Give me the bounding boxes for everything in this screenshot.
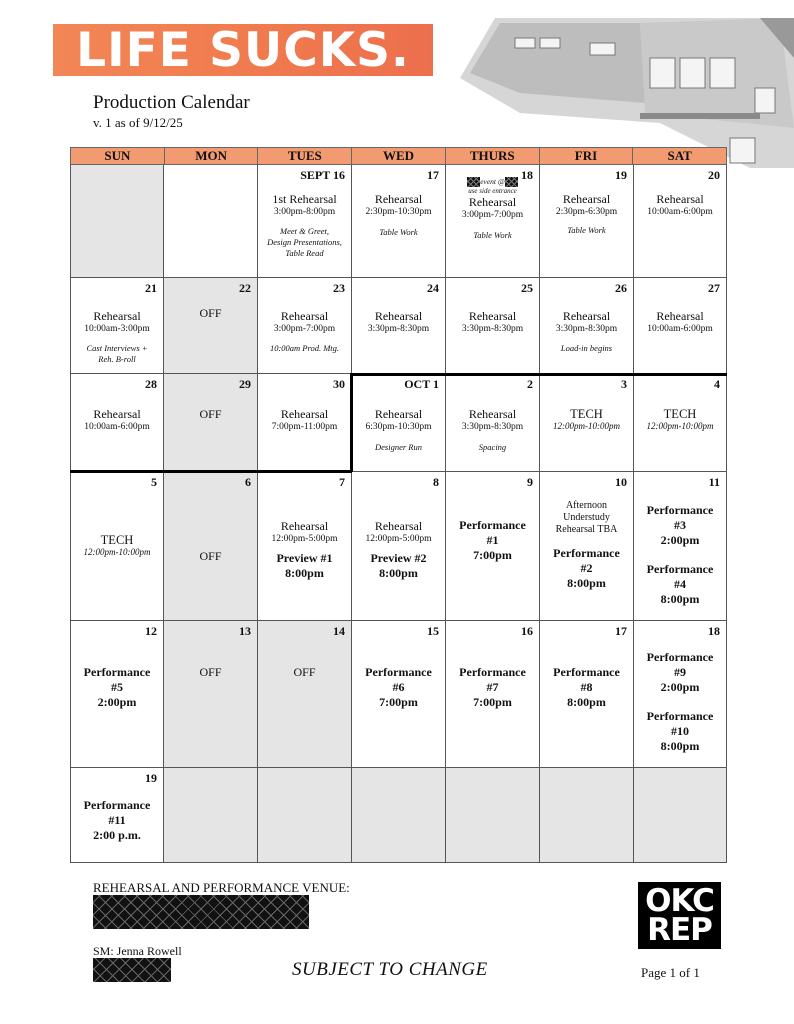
day-number: 20 xyxy=(708,168,720,182)
performance-label: Performance xyxy=(553,546,620,560)
performance-time: 8:00pm xyxy=(660,592,700,606)
calendar-day xyxy=(446,472,540,621)
event-title: Afternoon xyxy=(565,500,608,511)
calendar-day xyxy=(70,621,164,768)
calendar-day xyxy=(634,621,727,768)
event-time: 3:00pm-8:00pm xyxy=(273,207,336,217)
event-time: 3:30pm-8:30pm xyxy=(367,324,430,334)
day-number: 14 xyxy=(333,624,345,638)
version-text: v. 1 as of 9/12/25 xyxy=(93,115,183,130)
day-header: SUN xyxy=(71,148,165,164)
event-time: 2:30pm-10:30pm xyxy=(365,207,432,217)
performance-label: Performance xyxy=(365,665,432,679)
stage-manager: SM: Jenna Rowell xyxy=(93,944,182,958)
redacted-mark xyxy=(505,177,518,187)
calendar-day-empty xyxy=(258,768,352,863)
performance-label: Performance xyxy=(459,518,526,532)
performance-number: #8 xyxy=(580,680,593,694)
calendar-day xyxy=(634,374,727,472)
calendar-day-empty xyxy=(634,768,727,863)
event-title: Rehearsal xyxy=(374,519,423,533)
day-number: SEPT 16 xyxy=(300,168,345,182)
day-header: THURS xyxy=(446,148,540,164)
calendar-day-empty xyxy=(352,768,446,863)
event-note: Table Work xyxy=(379,227,418,237)
performance-time: 8:00pm xyxy=(285,566,324,580)
event-title: TECH xyxy=(100,533,134,547)
event-note: Table Work xyxy=(567,225,606,235)
calendar-day xyxy=(258,165,352,278)
calendar-day xyxy=(634,165,727,278)
page-number: Page 1 of 1 xyxy=(641,965,700,980)
calendar-day xyxy=(352,621,446,768)
day-number: 17 xyxy=(427,168,439,182)
venue-label: REHEARSAL AND PERFORMANCE VENUE: xyxy=(93,880,350,895)
month-boundary-line xyxy=(350,373,727,376)
performance-time: 2:00pm xyxy=(660,680,700,694)
day-number: 5 xyxy=(151,475,157,489)
performance-number: #9 xyxy=(674,665,686,679)
event-title: Rehearsal xyxy=(562,309,611,323)
day-number: 19 xyxy=(615,168,627,182)
day-number: 21 xyxy=(145,281,157,295)
performance-number: #5 xyxy=(111,680,123,694)
day-number: 8 xyxy=(433,475,439,489)
event-title: Rehearsal xyxy=(468,407,517,421)
event-note-line xyxy=(446,177,539,187)
calendar-day xyxy=(446,165,540,278)
event-note: Designer Run xyxy=(375,442,422,452)
event-time: 12:00pm-5:00pm xyxy=(365,534,432,544)
calendar-day xyxy=(540,165,634,278)
performance-label: Performance xyxy=(459,665,526,679)
calendar-day xyxy=(70,768,164,863)
redacted-mark xyxy=(467,177,480,187)
event-title: Rehearsal xyxy=(656,192,704,206)
event-title: Rehearsal TBA xyxy=(555,524,618,535)
event-title: Rehearsal xyxy=(562,192,611,206)
performance-time: 8:00pm xyxy=(567,576,606,590)
calendar-day xyxy=(352,165,446,278)
performance-number: #3 xyxy=(674,518,686,532)
event-note: Table Read xyxy=(285,248,324,258)
calendar-day xyxy=(352,374,446,472)
event-title: Rehearsal xyxy=(280,407,329,421)
event-title: OFF xyxy=(199,549,222,563)
day-number: OCT 1 xyxy=(404,377,439,391)
day-number: 4 xyxy=(714,377,720,391)
redacted-venue xyxy=(93,895,309,929)
day-number: 2 xyxy=(527,377,533,391)
performance-time: 7:00pm xyxy=(473,695,512,709)
okc-rep-logo xyxy=(638,882,721,949)
event-time: 10:00am-6:00pm xyxy=(84,422,150,432)
performance-time: 2:00pm xyxy=(660,533,700,547)
event-time: 10:00am-6:00pm xyxy=(647,207,713,217)
performance-label: Performance xyxy=(83,798,151,812)
event-title: Rehearsal xyxy=(374,192,423,206)
performance-label: Performance xyxy=(553,665,620,679)
day-number: 16 xyxy=(521,624,533,638)
event-title: Understudy xyxy=(563,512,610,523)
banner-text: LIFE SUCKS. xyxy=(76,22,410,78)
performance-number: #11 xyxy=(108,813,126,827)
performance-label: Preview #1 xyxy=(276,551,333,565)
event-time: 12:00pm-10:00pm xyxy=(646,421,714,431)
day-header: MON xyxy=(165,148,259,164)
event-title: OFF xyxy=(199,407,222,421)
event-note: event @ xyxy=(480,177,505,186)
month-boundary-line xyxy=(70,470,352,473)
event-title: Rehearsal xyxy=(468,309,517,323)
day-number: 11 xyxy=(708,475,720,489)
event-time: 10:00am-6:00pm xyxy=(647,324,713,334)
event-note: Design Presentations, xyxy=(267,237,342,247)
event-note: Cast Interviews + xyxy=(86,343,148,353)
event-time: 7:00pm-11:00pm xyxy=(271,422,338,432)
day-header: WED xyxy=(352,148,446,164)
calendar-day xyxy=(446,278,540,374)
performance-time: 2:00pm xyxy=(97,695,137,709)
calendar-day xyxy=(446,374,540,472)
day-header: TUES xyxy=(258,148,352,164)
event-time: 12:00pm-10:00pm xyxy=(553,421,620,431)
calendar-day xyxy=(540,374,634,472)
event-time: 6:30pm-10:30pm xyxy=(365,422,432,432)
logo-line: REP xyxy=(647,912,712,948)
event-note: 10:00am Prod. Mtg. xyxy=(269,343,340,353)
event-time: 10:00am-3:00pm xyxy=(84,324,150,334)
calendar-day xyxy=(70,472,164,621)
day-number: 24 xyxy=(427,281,439,295)
performance-number: #7 xyxy=(486,680,499,694)
day-number: 30 xyxy=(333,377,345,391)
performance-number: #2 xyxy=(580,561,593,575)
day-number: 13 xyxy=(239,624,251,638)
event-note: Spacing xyxy=(478,442,507,452)
house-illustration xyxy=(460,18,794,168)
performance-time: 8:00pm xyxy=(379,566,418,580)
calendar-day xyxy=(164,621,258,768)
performance-time: 2:00 p.m. xyxy=(93,828,141,842)
month-boundary-line xyxy=(350,374,353,472)
calendar-day xyxy=(258,621,352,768)
performance-label: Performance xyxy=(83,665,151,679)
weekday-header xyxy=(70,147,727,165)
day-number: 25 xyxy=(521,281,533,295)
day-number: 22 xyxy=(239,281,251,295)
calendar-day-empty xyxy=(540,768,634,863)
day-number: 10 xyxy=(615,475,627,489)
event-title: Rehearsal xyxy=(280,519,329,533)
day-number: 17 xyxy=(615,624,627,638)
calendar-day xyxy=(258,374,352,472)
day-number: 27 xyxy=(708,281,720,295)
production-calendar xyxy=(70,147,727,863)
logo-line: OKC xyxy=(645,883,714,919)
event-title: Rehearsal xyxy=(374,407,423,421)
day-number: 28 xyxy=(145,377,157,391)
event-time: 3:30pm-8:30pm xyxy=(461,422,524,432)
subject-to-change: SUBJECT TO CHANGE xyxy=(292,959,488,980)
calendar-day xyxy=(258,472,352,621)
calendar-day-empty xyxy=(164,768,258,863)
event-time: 3:30pm-8:30pm xyxy=(461,324,524,334)
performance-number: #10 xyxy=(671,724,689,738)
day-number: 23 xyxy=(333,281,345,295)
event-title: OFF xyxy=(199,665,222,679)
calendar-day xyxy=(164,374,258,472)
calendar-day xyxy=(164,472,258,621)
performance-label: Performance xyxy=(646,562,714,576)
performance-time: 8:00pm xyxy=(567,695,606,709)
event-time: 3:00pm-7:00pm xyxy=(273,324,336,334)
performance-label: Performance xyxy=(646,650,714,664)
event-title: OFF xyxy=(199,306,222,320)
calendar-day xyxy=(540,472,634,621)
event-time: 3:00pm-7:00pm xyxy=(461,210,524,221)
day-number: 9 xyxy=(527,475,533,489)
performance-number: #6 xyxy=(392,680,405,694)
day-header: FRI xyxy=(540,148,634,164)
calendar-day xyxy=(540,621,634,768)
day-number: 29 xyxy=(239,377,251,391)
day-number: 18 xyxy=(708,624,720,638)
calendar-day xyxy=(540,278,634,374)
event-title: OFF xyxy=(293,665,316,679)
calendar-day xyxy=(446,621,540,768)
event-title: Rehearsal xyxy=(656,309,704,323)
day-number: 15 xyxy=(427,624,439,638)
page-title: Production Calendar xyxy=(93,92,250,113)
event-time: 3:30pm-8:30pm xyxy=(555,324,618,334)
calendar-day xyxy=(634,278,727,374)
day-number: 7 xyxy=(339,475,345,489)
day-number: 12 xyxy=(145,624,157,638)
event-note: Load-in begins xyxy=(560,343,613,353)
calendar-day xyxy=(258,278,352,374)
calendar-day xyxy=(70,278,164,374)
performance-number: #1 xyxy=(486,533,499,547)
event-title: Rehearsal xyxy=(280,309,329,323)
calendar-day xyxy=(352,472,446,621)
day-number: 26 xyxy=(615,281,627,295)
event-title: Rehearsal xyxy=(93,309,141,323)
event-time: 12:00pm-10:00pm xyxy=(83,547,151,557)
event-title: Rehearsal xyxy=(374,309,423,323)
calendar-day-empty xyxy=(70,165,164,278)
show-title-banner xyxy=(53,24,433,76)
event-title: Rehearsal xyxy=(468,195,517,210)
performance-label: Preview #2 xyxy=(370,551,427,565)
calendar-day xyxy=(164,278,258,374)
day-number: 18 xyxy=(521,168,533,182)
event-time: 2:30pm-6:30pm xyxy=(555,207,618,217)
performance-number: #4 xyxy=(674,577,686,591)
event-note: Meet & Greet, xyxy=(279,226,329,236)
event-title: Rehearsal xyxy=(93,407,141,421)
performance-time: 7:00pm xyxy=(379,695,418,709)
event-note: Table Work xyxy=(473,230,512,241)
calendar-day xyxy=(70,374,164,472)
performance-time: 7:00pm xyxy=(473,548,512,562)
event-title: TECH xyxy=(663,407,697,421)
performance-label: Performance xyxy=(646,709,714,723)
redacted-contact xyxy=(93,958,171,982)
event-title: TECH xyxy=(570,407,603,421)
day-header: SAT xyxy=(667,148,692,163)
event-note: use side entrance xyxy=(468,187,517,196)
performance-time: 8:00pm xyxy=(660,739,700,753)
calendar-day-empty xyxy=(446,768,540,863)
calendar-day-empty xyxy=(164,165,258,278)
event-time: 12:00pm-5:00pm xyxy=(271,534,338,544)
performance-label: Performance xyxy=(646,503,714,517)
day-number: 6 xyxy=(245,475,251,489)
calendar-day xyxy=(634,472,727,621)
calendar-day xyxy=(352,278,446,374)
day-number: 3 xyxy=(621,377,627,391)
day-number: 19 xyxy=(145,771,157,785)
event-note: Reh. B-roll xyxy=(98,354,136,364)
event-title: 1st Rehearsal xyxy=(272,192,337,206)
